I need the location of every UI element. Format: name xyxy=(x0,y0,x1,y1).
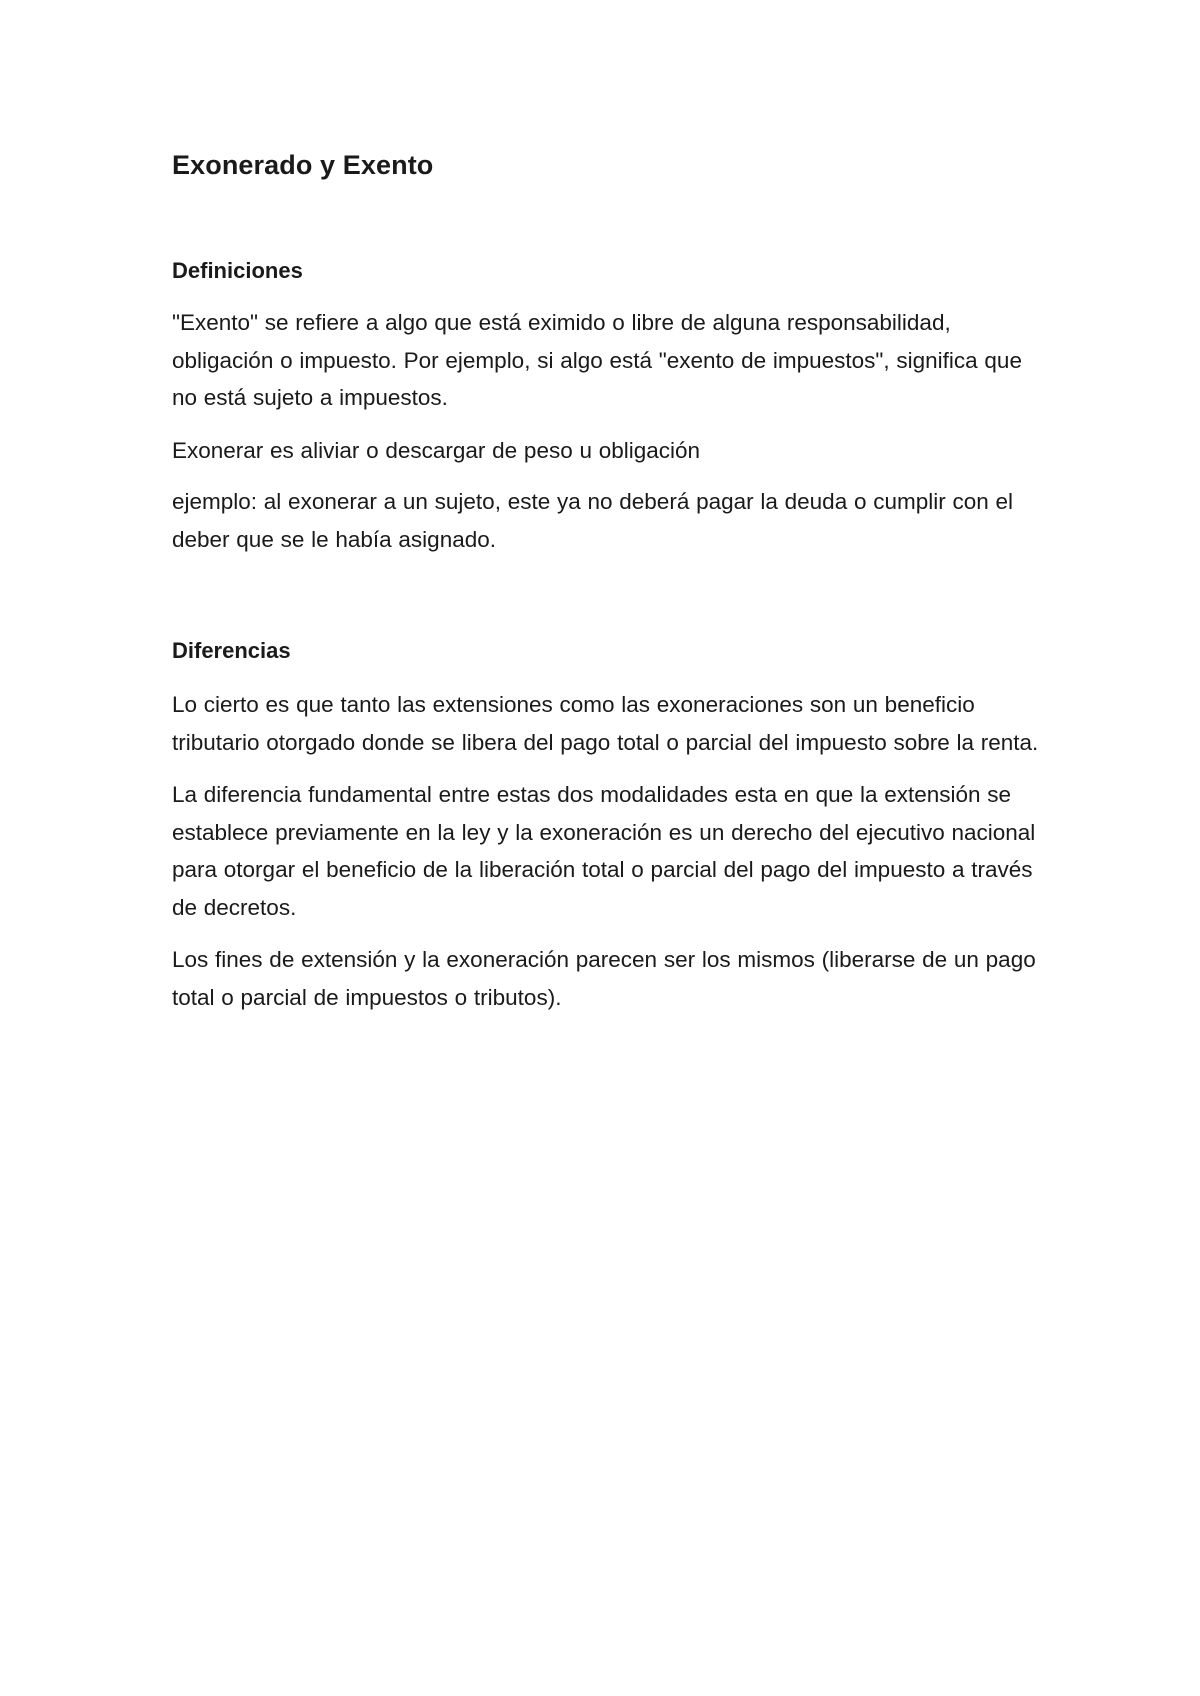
document-title: Exonerado y Exento xyxy=(172,150,434,180)
paragraph-diferencia-fundamental: La diferencia fundamental entre estas dos modalidades esta en que la extensión se establece previamente en la ley y la exoneración es un derecho del ejecutivo nacional para otorgar el beneficio de la liberación total o parcial del pago del impuesto a través de decretos. xyxy=(172,782,1036,920)
paragraph-exento-definition: "Exento" se refiere a algo que está eximido o libre de alguna responsabilidad, obligación o impuesto. Por ejemplo, si algo está "exento de impuestos", significa que no está sujeto a impuestos. xyxy=(172,310,1022,410)
paragraph-beneficio-tributario: Lo cierto es que tanto las extensiones como las exoneraciones son un beneficio tributario otorgado donde se libera del pago total o parcial del impuesto sobre la renta. xyxy=(172,692,1039,755)
paragraph-fines: Los fines de extensión y la exoneración parecen ser los mismos (liberarse de un pago total o parcial de impuestos o tributos). xyxy=(172,947,1036,1010)
section-heading-diferencias: Diferencias xyxy=(172,638,291,663)
paragraph-exonerar-definition: Exonerar es aliviar o descargar de peso u obligación xyxy=(172,437,701,463)
section-heading-definiciones: Definiciones xyxy=(172,258,303,283)
document-body xyxy=(172,146,1052,1016)
paragraph-exonerar-example: ejemplo: al exonerar a un sujeto, este ya no deberá pagar la deuda o cumplir con el deber que se le había asignado. xyxy=(172,489,1014,552)
